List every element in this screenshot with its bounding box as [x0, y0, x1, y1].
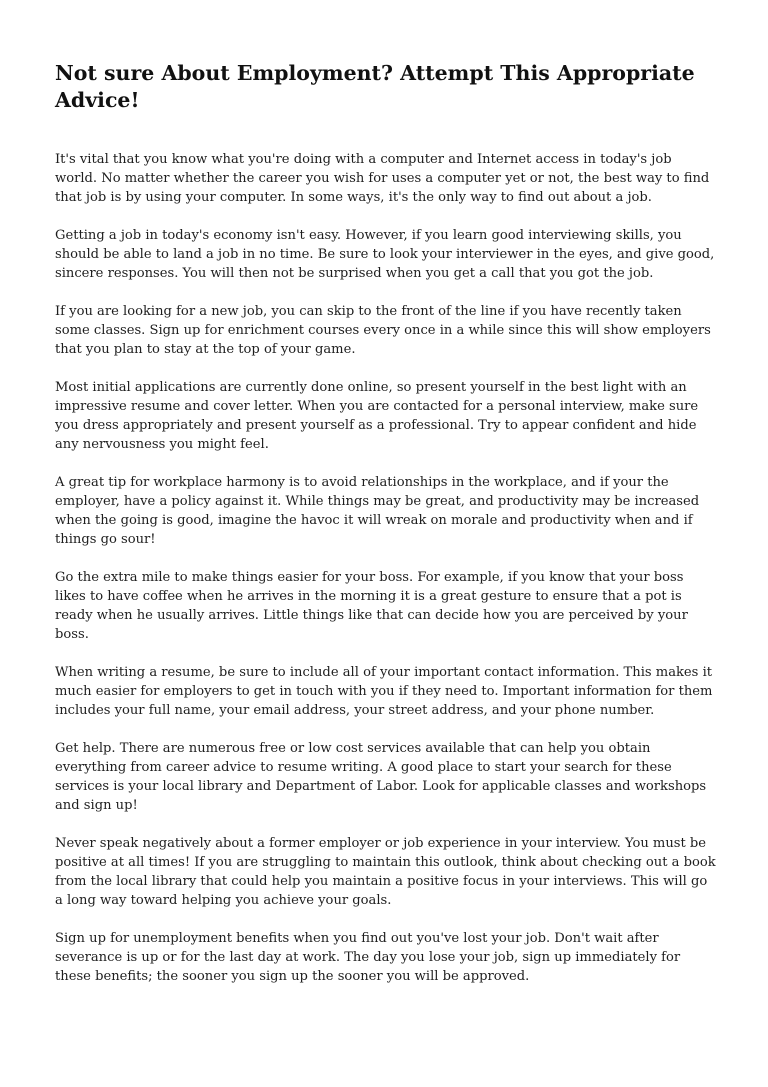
paragraph-10: Sign up for unemployment benefits when you find out you've lost your job. Don't wait after severance is up or for the last day at work. The day you lose your job, sign up immediately for these benefits; the sooner you sign up the sooner you will be approved. — [55, 931, 681, 984]
paragraph-2: Getting a job in today's economy isn't easy. However, if you learn good interviewing skills, you should be able to land a job in no time. Be sure to look your interviewer in the eyes, and give good, sincere responses. You will then not be surprised when you get a call that you got the job. — [55, 228, 715, 281]
paragraph-6: Go the extra mile to make things easier for your boss. For example, if you know that your boss likes to have coffee when he arrives in the morning it is a great gesture to ensure that a pot is ready when he usually arrives. Little things like that can decide how you are perceived by your boss. — [55, 570, 688, 642]
paragraph-3: If you are looking for a new job, you can skip to the front of the line if you have recently taken some classes. Sign up for enrichment courses every once in a while since this will show employers that you plan to stay at the top of your game. — [55, 304, 711, 357]
paragraph-4: Most initial applications are currently done online, so present yourself in the best light with an impressive resume and cover letter. When you are contacted for a personal interview, make sure you dress appropriately and present yourself as a professional. Try to appear confident and hide any nervousness you might feel. — [55, 380, 699, 452]
paragraph-9: Never speak negatively about a former employer or job experience in your interview. You must be positive at all times! If you are struggling to maintain this outlook, think about checking out a book from the local library that could help you maintain a positive focus in your interviews. This will go a long way toward helping you achieve your goals. — [55, 836, 716, 908]
document-title: Not sure About Employment? Attempt This Appropriate Advice! — [55, 61, 695, 112]
paragraph-7: When writing a resume, be sure to include all of your important contact information. This makes it much easier for employers to get in touch with you if they need to. Important information for them includes your full name, your email address, your street address, and your phone number. — [55, 665, 713, 718]
paragraph-5: A great tip for workplace harmony is to avoid relationships in the workplace, and if your the employer, have a policy against it. While things may be great, and productivity may be increased when the going is good, imagine the havoc it will wreak on morale and productivity when and if things go sour! — [55, 475, 700, 547]
paragraph-1: It's vital that you know what you're doing with a computer and Internet access in today's job world. No matter whether the career you wish for uses a computer yet or not, the best way to find that job is by using your computer. In some ways, it's the only way to find out about a job. — [55, 152, 710, 205]
document-page — [55, 60, 717, 1005]
paragraph-8: Get help. There are numerous free or low cost services available that can help you obtain everything from career advice to resume writing. A good place to start your search for these services is your local library and Department of Labor. Look for applicable classes and workshops and sign up! — [55, 741, 707, 813]
